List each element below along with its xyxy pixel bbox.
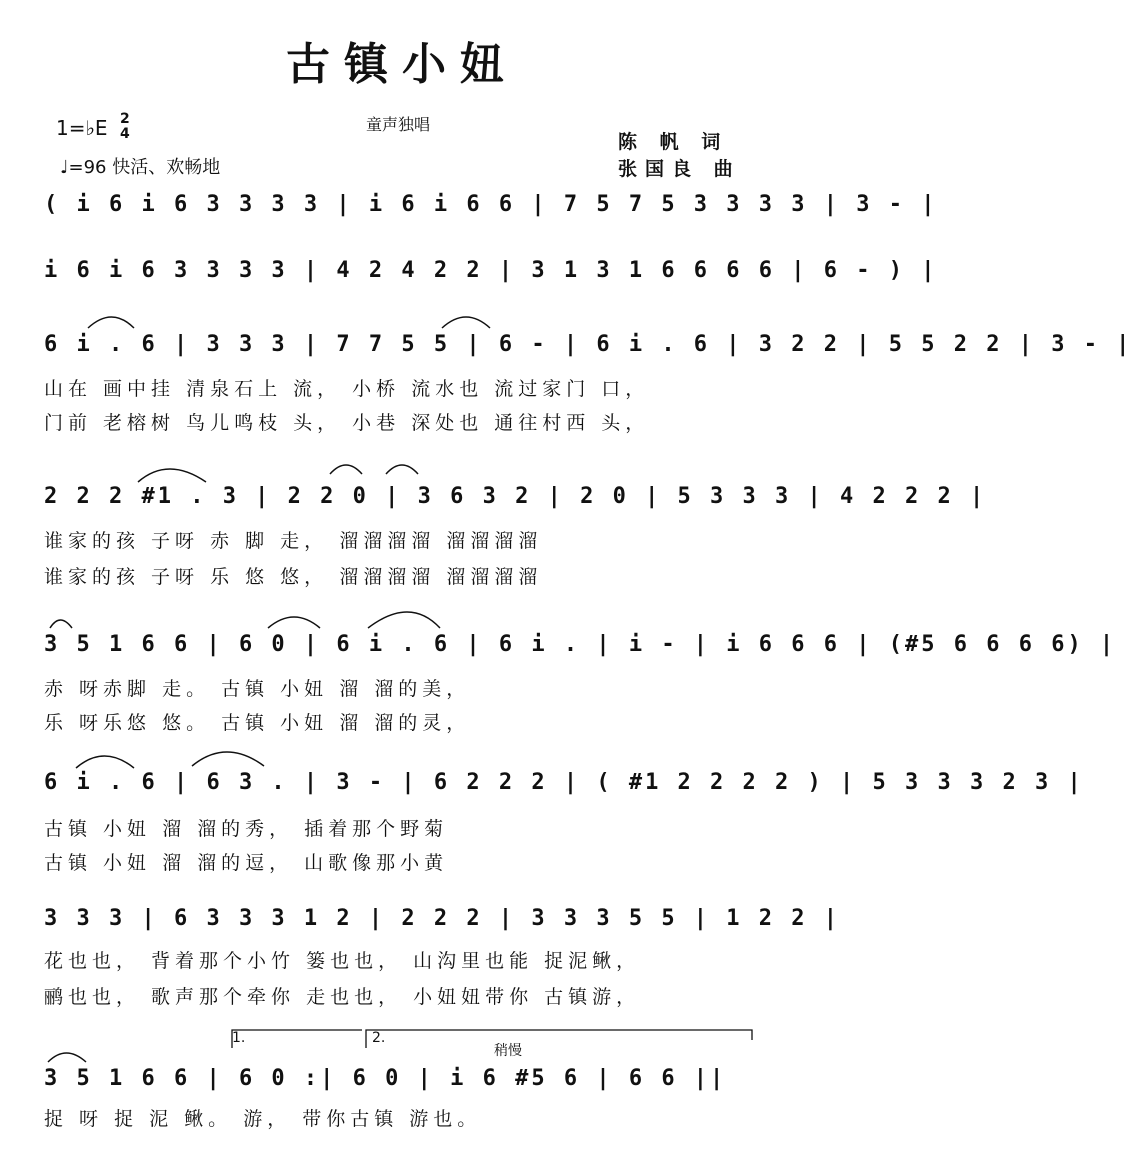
notation-row-6: 6 i . 6 | 6 3 . | 3 - | 6 2 2 2 | ( #1 2 2 2 2 ) | 5 3 3 3 2 3 | xyxy=(44,770,1084,795)
lyrics-row-6-verse-1: 古镇 小妞 溜 溜的秀， 插着那个野菊 xyxy=(44,818,449,840)
key-signature: 1=♭E xyxy=(56,116,108,140)
lyrics-row-6-verse-2: 古镇 小妞 溜 溜的逗， 山歌像那小黄 xyxy=(44,852,449,874)
notation-row-8: 3 5 1 6 6 | 6 0 :| 6 0 | i 6 #5 6 | 6 6 || xyxy=(44,1066,727,1091)
composer-credit: 张国良 曲 xyxy=(618,158,741,180)
notation-row-1: ( i 6 i 6 3 3 3 3 | i 6 i 6 6 | 7 5 7 5 3 3 3 3 | 3 - | xyxy=(44,192,938,217)
lyrics-row-5-verse-1: 赤 呀赤脚 走。 古镇 小妞 溜 溜的美， xyxy=(44,678,471,700)
lyrics-row-4-verse-1: 谁家的孩 子呀 赤 脚 走， 溜溜溜溜 溜溜溜溜 xyxy=(44,530,543,552)
lyricist-credit: 陈 帆 词 xyxy=(618,131,729,153)
lyrics-row-5-verse-2: 乐 呀乐悠 悠。 古镇 小妞 溜 溜的灵， xyxy=(44,712,471,734)
notation-row-2: i 6 i 6 3 3 3 3 | 4 2 4 2 2 | 3 1 3 1 6 6 6 6 | 6 - ) | xyxy=(44,258,938,283)
ending-1-label: 1. xyxy=(232,1030,246,1046)
performance-note: 童声独唱 xyxy=(366,115,431,134)
notation-row-5: 3 5 1 6 6 | 6 0 | 6 i . 6 | 6 i . | i - | i 6 6 6 | (#5 6 6 6 6) | xyxy=(44,632,1117,657)
time-signature: 2 4 xyxy=(120,111,130,142)
tempo-marking: ♩=96 快活、欢畅地 xyxy=(60,157,221,178)
notation-row-7: 3 3 3 | 6 3 3 3 1 2 | 2 2 2 | 3 3 3 5 5 | 1 2 2 | xyxy=(44,906,841,931)
tempo-change-marking: 稍慢 xyxy=(494,1043,522,1059)
song-title: 古镇小妞 xyxy=(286,39,518,90)
notation-row-3: 6 i . 6 | 3 3 3 | 7 7 5 5 | 6 - | 6 i . 6 | 3 2 2 | 5 5 2 2 | 3 - | xyxy=(44,332,1132,357)
notation-row-4: 2 2 2 #1 . 3 | 2 2 0 | 3 6 3 2 | 2 0 | 5 3 3 3 | 4 2 2 2 | xyxy=(44,484,987,509)
lyrics-row-8: 捉 呀 捉 泥 鳅。 游， 带你古镇 游也。 xyxy=(44,1108,482,1130)
lyrics-row-4-verse-2: 谁家的孩 子呀 乐 悠 悠， 溜溜溜溜 溜溜溜溜 xyxy=(44,566,543,588)
lyrics-row-7-verse-1: 花也也， 背着那个小竹 篓也也， 山沟里也能 捉泥鳅， xyxy=(44,950,641,972)
lyrics-row-7-verse-2: 鹂也也， 歌声那个牵你 走也也， 小妞妞带你 古镇游， xyxy=(44,986,641,1008)
ending-2-label: 2. xyxy=(372,1030,386,1046)
lyrics-row-3-verse-2: 门前 老榕树 鸟儿鸣枝 头， 小巷 深处也 通往村西 头， xyxy=(44,412,650,434)
lyrics-row-3-verse-1: 山在 画中挂 清泉石上 流， 小桥 流水也 流过家门 口， xyxy=(44,378,650,400)
